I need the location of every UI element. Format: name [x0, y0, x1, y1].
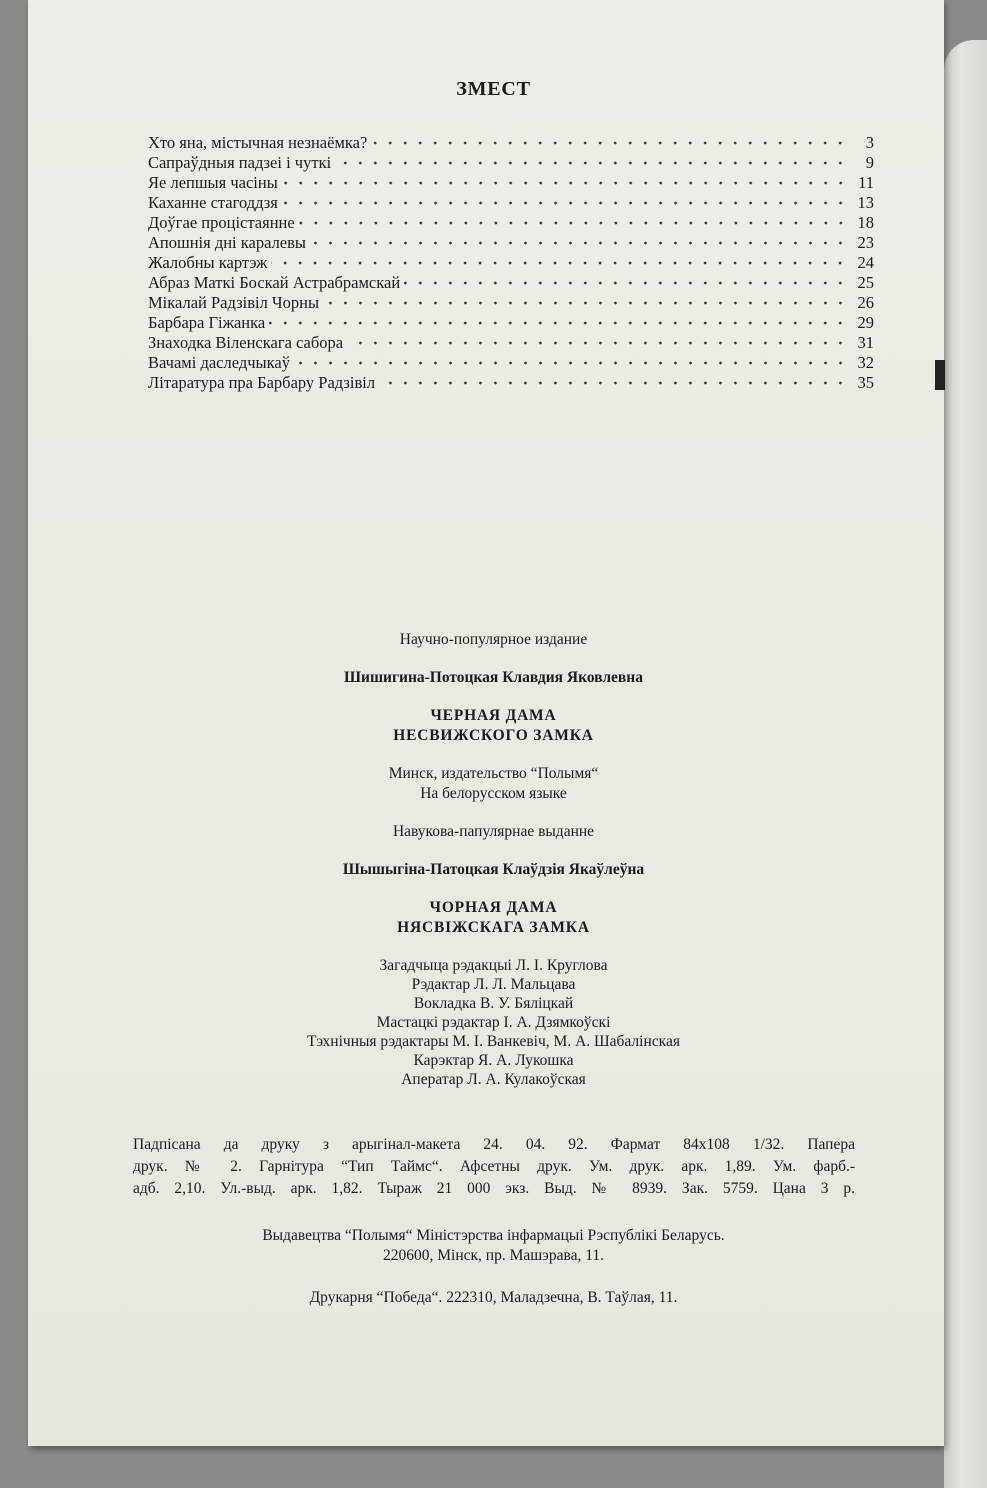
toc-entry-page: 32: [857, 353, 874, 372]
toc-entry: [148, 133, 874, 153]
toc-entry-page: 9: [865, 153, 874, 172]
dot-leader: [282, 181, 848, 185]
toc-entry-title: Сапраўдныя падзеі і чуткі: [148, 153, 332, 172]
toc-entry: [148, 253, 874, 273]
toc-entry: [148, 313, 874, 333]
dot-leader: [404, 281, 848, 285]
toc-entry: [148, 213, 874, 233]
by-title-line-2: НЯСВІЖСКАГА ЗАМКА: [397, 919, 590, 936]
toc-entry: [148, 193, 874, 213]
toc-entry-page: 35: [857, 373, 874, 392]
ru-author: Шишигина-Потоцкая Клавдия Яковлевна: [344, 669, 643, 686]
toc-entry: [148, 273, 874, 293]
toc-entry-title: Абраз Маткі Боскай Астрабрамскай: [148, 273, 401, 292]
toc-entry-title: Мікалай Радзівіл Чорны: [148, 293, 320, 312]
ru-title-line-2: НЕСВИЖСКОГО ЗАМКА: [393, 727, 594, 744]
toc-entry-page: 31: [857, 333, 874, 352]
dot-leader: [299, 221, 848, 225]
print-details: [133, 1134, 855, 1200]
toc-entry: [148, 333, 874, 353]
staff-line: Загадчыца рэдакцыі Л. І. Круглова: [379, 957, 608, 974]
publisher-block: [0, 1226, 987, 1266]
toc-entry-title: Доўгае процістаянне: [148, 213, 295, 232]
toc-entry-page: 26: [857, 293, 874, 312]
toc-entry-title: Каханне стагоддзя: [148, 193, 278, 212]
staff-line: Вокладка В. У. Бяліцкай: [413, 995, 574, 1012]
printer-block: [0, 1288, 987, 1308]
toc-entry-title: Жалобны картэж: [148, 253, 268, 272]
toc-entry-page: 11: [858, 173, 874, 192]
dot-leader: [294, 361, 848, 365]
staff-line: Карэктар Я. А. Лукошка: [413, 1052, 574, 1069]
dot-leader: [271, 261, 848, 265]
dot-leader: [379, 381, 848, 385]
dot-leader: [323, 301, 848, 305]
table-of-contents: [148, 133, 874, 393]
staff-list: [0, 956, 987, 1089]
toc-entry: [148, 373, 874, 393]
ru-title-line-1: ЧЕРНАЯ ДАМА: [430, 707, 557, 724]
toc-entry-title: Апошнія дні каралевы: [148, 233, 307, 252]
by-title-line-1: ЧОРНАЯ ДАМА: [429, 899, 558, 916]
toc-entry-title: Барбара Гіжанка: [148, 313, 266, 332]
colophon: [0, 630, 987, 1089]
toc-entry-page: 29: [857, 313, 874, 332]
toc-entry-title: Літаратура пра Барбару Радзівіл: [148, 373, 376, 392]
dot-leader: [269, 321, 848, 325]
dot-leader: [347, 341, 848, 345]
toc-entry: [148, 233, 874, 253]
toc-entry-title: Хто яна, містычная незнаёмка?: [148, 133, 368, 152]
ru-language-note: На белорусском языке: [420, 785, 567, 802]
by-author: Шышыгіна-Патоцкая Клаўдзія Якаўлеўна: [342, 861, 645, 878]
staff-line: Аператар Л. А. Кулакоўская: [401, 1071, 586, 1088]
print-details-line: друк. № 2. Гарнітура “Тип Таймс“. Афсетны друк. Ум. друк. арк. 1,89. Ум. фарб.-: [133, 1158, 855, 1175]
page-edge-mark: [935, 360, 945, 390]
dot-leader: [310, 241, 848, 245]
publisher-name: Выдавецтва “Полымя“ Міністэрства інфармацыі Рэспублікі Беларусь.: [262, 1227, 725, 1244]
toc-entry: [148, 353, 874, 373]
toc-entry-title: Яе лепшыя часіны: [148, 173, 278, 192]
toc-heading: ЗМЕСТ: [456, 78, 531, 100]
toc-entry-title: Знаходка Віленскага сабора: [148, 333, 344, 352]
staff-line: Мастацкі рэдактар І. А. Дзямкоўскі: [376, 1014, 611, 1031]
toc-entry-page: 25: [857, 273, 874, 292]
publisher-address: 220600, Мінск, пр. Машэрава, 11.: [382, 1247, 604, 1264]
toc-entry-page: 18: [857, 213, 874, 232]
toc-entry-title: Вачамі даследчыкаў: [148, 353, 290, 372]
by-edition-type: Навукова-папулярнае выданне: [392, 823, 595, 840]
toc-entry-page: 13: [857, 193, 874, 212]
toc-entry-page: 3: [865, 133, 874, 152]
print-details-line: Падпісана да друку з арыгінал-макета 24. 04. 92. Фармат 84х108 1/32. Папера: [133, 1136, 855, 1153]
toc-entry-page: 24: [857, 253, 874, 272]
toc-entry: [148, 153, 874, 173]
print-details-line: адб. 2,10. Ул.-выд. арк. 1,82. Тыраж 21 000 экз. Выд. № 8939. Зак. 5759. Цана 3 р.: [133, 1180, 855, 1197]
dot-leader: [282, 201, 848, 205]
staff-line: Рэдактар Л. Л. Мальцава: [411, 976, 576, 993]
ru-edition-type: Научно-популярное издание: [399, 631, 588, 648]
printer-info: Друкарня “Победа“. 222310, Маладзечна, В. Таўлая, 11.: [309, 1289, 678, 1306]
dot-leader: [371, 141, 848, 145]
dot-leader: [335, 161, 848, 165]
staff-line: Тэхнічныя рэдактары М. І. Ванкевіч, М. А. Шабалінская: [307, 1033, 680, 1050]
toc-entry-page: 23: [857, 233, 874, 252]
toc-entry: [148, 293, 874, 313]
ru-publisher-place: Минск, издательство “Полымя“: [388, 765, 599, 782]
toc-entry: [148, 173, 874, 193]
